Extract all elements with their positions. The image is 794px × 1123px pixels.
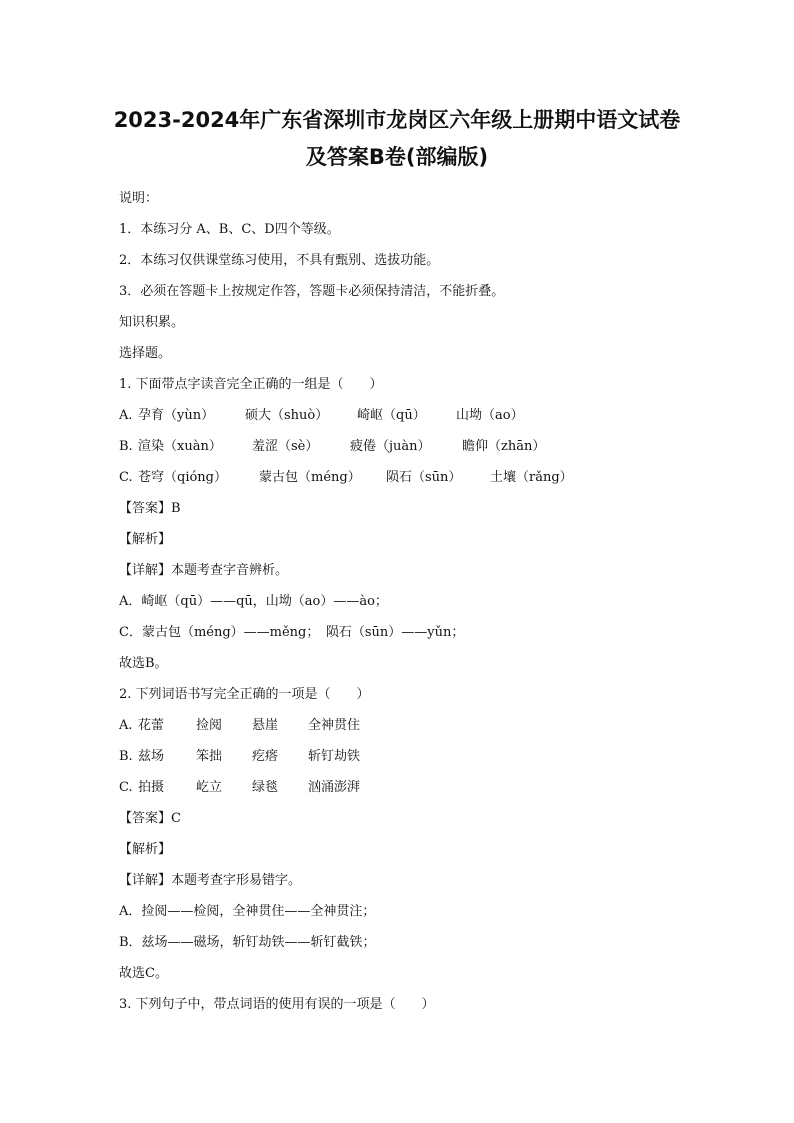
q2-analysis-label: 【解析】 <box>119 842 172 857</box>
q2-option-c-word-2: 屹立 <box>196 780 223 795</box>
q2-conclusion: 故选C。 <box>119 966 168 981</box>
q1-option-a-word-4: 山坳（ao） <box>456 408 524 423</box>
q2-explain-b: B．兹场——磁场，斩钉劫铁——斩钉截铁； <box>119 935 376 950</box>
q2-option-a-word-4: 全神贯住 <box>308 718 361 733</box>
q2-option-b-word-3: 疙瘩 <box>252 749 279 764</box>
q1-option-b-letter: B. <box>119 439 133 454</box>
q2-option-c-letter: C. <box>119 780 133 795</box>
q1-option-a-word-1: 孕育（yùn） <box>138 408 215 423</box>
q2-detail: 【详解】本题考查字形易错字。 <box>119 873 302 888</box>
q1-option-c-word-1: 苍穹（qióng） <box>138 470 228 485</box>
q1-explain-c: C．蒙古包（méng）——měng； 陨石（sūn）——yǔn； <box>119 625 465 640</box>
q2-option-c <box>119 780 519 796</box>
q2-option-c-word-3: 绿毯 <box>252 780 279 795</box>
q1-option-a-letter: A. <box>119 408 133 423</box>
q2-option-b-word-4: 斩钉劫铁 <box>308 749 361 764</box>
intro-item-1: 1．本练习分 A、B、C、D四个等级。 <box>119 222 340 237</box>
q2-option-a-letter: A. <box>119 718 133 733</box>
q1-stem: 1. 下面带点字读音完全正确的一组是（ ） <box>119 377 383 392</box>
q2-option-b <box>119 749 519 765</box>
q1-conclusion: 故选B。 <box>119 656 168 671</box>
q1-option-b-word-4: 瞻仰（zhān） <box>462 439 546 454</box>
intro-label: 说明： <box>119 191 159 206</box>
q2-option-b-word-2: 笨拙 <box>196 749 223 764</box>
q2-answer: 【答案】C <box>119 811 181 826</box>
intro-item-3: 3．必须在答题卡上按规定作答，答题卡必须保持清洁，不能折叠。 <box>119 284 505 299</box>
q2-option-b-letter: B. <box>119 749 133 764</box>
q1-detail: 【详解】本题考查字音辨析。 <box>119 563 289 578</box>
q1-option-b-word-3: 疲倦（juàn） <box>350 439 431 454</box>
q1-option-c-word-3: 陨石（sūn） <box>386 470 462 485</box>
q1-option-b-word-1: 渲染（xuàn） <box>138 439 222 454</box>
q1-option-a-word-2: 硕大（shuò） <box>245 408 329 423</box>
document-title-line-2: 及答案B卷(部编版) <box>305 145 489 169</box>
q3-stem: 3. 下列句子中，带点词语的使用有误的一项是（ ） <box>119 997 435 1012</box>
q1-option-b <box>119 439 679 455</box>
q2-option-c-word-4: 汹涌澎湃 <box>308 780 361 795</box>
q1-option-c-letter: C. <box>119 470 133 485</box>
q1-analysis-label: 【解析】 <box>119 532 172 547</box>
q1-option-a-word-3: 崎岖（qū） <box>357 408 426 423</box>
q1-answer: 【答案】B <box>119 501 181 516</box>
q1-option-a <box>119 408 679 424</box>
document-title-line-1: 2023-2024年广东省深圳市龙岗区六年级上册期中语文试卷 <box>113 108 681 132</box>
q1-option-c-word-4: 土壤（rǎng） <box>490 470 573 485</box>
q1-explain-a: A．崎岖（qū）——qū，山坳（ao）——ào； <box>119 594 388 609</box>
section-heading: 知识积累。 <box>119 315 185 330</box>
q2-stem: 2. 下列词语书写完全正确的一项是（ ） <box>119 687 370 702</box>
q2-option-b-word-1: 兹场 <box>138 749 165 764</box>
q2-option-a-word-1: 花蕾 <box>138 718 165 733</box>
q2-option-a-word-2: 捡阅 <box>196 718 223 733</box>
q2-explain-a: A．捡阅——检阅，全神贯住——全神贯注； <box>119 904 376 919</box>
question-type: 选择题。 <box>119 346 172 361</box>
q2-option-a-word-3: 悬崖 <box>252 718 279 733</box>
q1-option-b-word-2: 羞涩（sè） <box>252 439 319 454</box>
q2-option-c-word-1: 拍摄 <box>138 780 165 795</box>
q1-option-c <box>119 470 679 486</box>
q1-option-c-word-2: 蒙古包（méng） <box>259 470 361 485</box>
q2-option-a <box>119 718 519 734</box>
intro-item-2: 2．本练习仅供课堂练习使用，不具有甄别、选拔功能。 <box>119 253 440 268</box>
